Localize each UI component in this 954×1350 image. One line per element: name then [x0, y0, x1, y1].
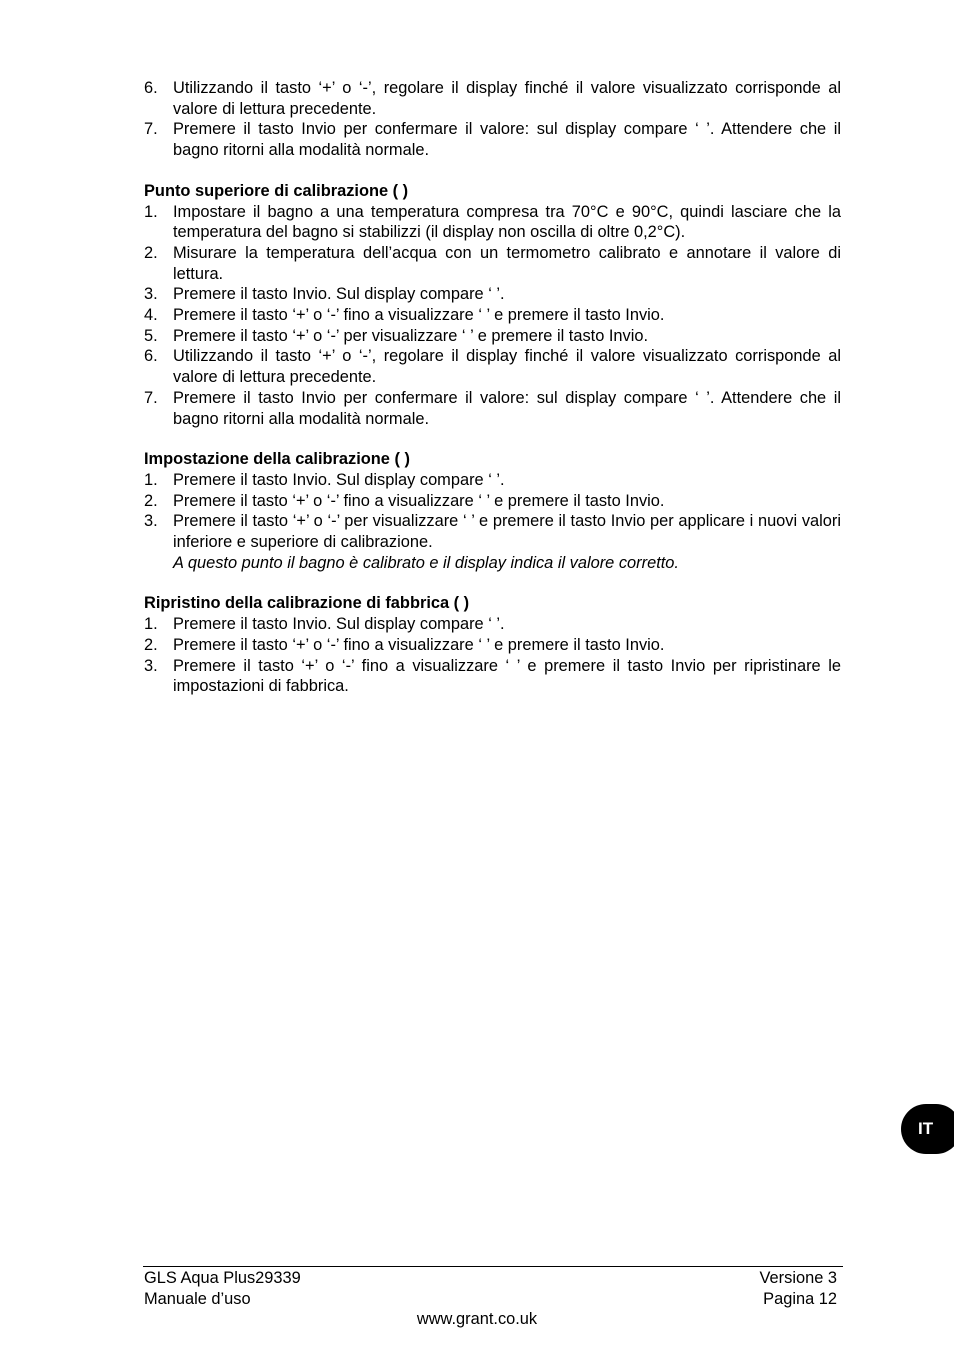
item-text: Premere il tasto ‘+’ o ‘-’ fino a visualizzare ‘ ’ e premere il tasto Invio. [173, 635, 665, 654]
item-text: Premere il tasto ‘+’ o ‘-’ per visualizzare ‘ ’ e premere il tasto Invio. [173, 326, 649, 345]
list-item [144, 553, 841, 574]
list-item [144, 119, 841, 160]
item-text: Impostare il bagno a una temperatura compresa tra 70°C e 90°C, quindi lasciare che la temperatura del bagno si stabilizzi (il display non oscilla di oltre 0,2°C). [173, 202, 841, 242]
item-text: Premere il tasto ‘+’ o ‘-’ fino a visualizzare ‘ ’ e premere il tasto Invio. [173, 491, 665, 510]
footer-divider [143, 1266, 843, 1267]
list-item [144, 305, 841, 326]
language-tab: IT [901, 1104, 954, 1154]
footer-website: www.grant.co.uk [416, 1310, 538, 1328]
item-text: Premere il tasto Invio. Sul display compare ‘ ’. [173, 470, 505, 489]
list-item [144, 243, 841, 284]
list-item [144, 656, 841, 697]
item-text: Premere il tasto ‘+’ o ‘-’ fino a visualizzare ‘ ’ e premere il tasto Invio. [173, 306, 665, 325]
item-text: Premere il tasto Invio. Sul display compare ‘ ’. [173, 615, 505, 634]
list-item [144, 284, 841, 305]
item-number: 3. [144, 656, 158, 675]
item-number: 1. [144, 202, 158, 221]
item-number: 3. [144, 512, 158, 531]
section-note: A questo punto il bagno è calibrato e il display indica il valore corretto. [173, 553, 679, 572]
list-item [144, 78, 841, 119]
section-heading: Ripristino della calibrazione di fabbrica ( ) [144, 594, 470, 613]
list-item [144, 614, 841, 635]
item-number: 1. [144, 470, 158, 489]
item-text: Premere il tasto ‘+’ o ‘-’ per visualizzare ‘ ’ e premere il tasto Invio per applicare i nuovi valori inferiore e superiore di calibrazione. [173, 512, 841, 552]
item-number: 5. [144, 326, 158, 345]
item-text: Premere il tasto Invio per confermare il valore: sul display compare ‘ ’. Attendere che il bagno ritorni alla modalità normale. [173, 120, 841, 160]
document-body [144, 78, 841, 697]
item-text: Misurare la temperatura dell’acqua con un termometro calibrato e annotare il valore di lettura. [173, 243, 841, 283]
item-number: 7. [144, 388, 158, 407]
item-number: 4. [144, 306, 158, 325]
footer-right [760, 1268, 837, 1310]
item-number: 2. [144, 635, 158, 654]
item-number: 6. [144, 347, 158, 366]
manual-title: Manuale d’uso [144, 1290, 251, 1308]
list-item [144, 388, 841, 429]
item-text: Premere il tasto Invio per confermare il valore: sul display compare ‘ ’. Attendere che il bagno ritorni alla modalità normale. [173, 388, 841, 428]
list-item [144, 491, 841, 512]
list-item [144, 346, 841, 387]
list-item [144, 202, 841, 243]
version-label: Versione 3 [759, 1269, 837, 1287]
list-item [144, 470, 841, 491]
footer-left [144, 1268, 301, 1310]
item-number: 7. [144, 120, 158, 139]
product-name: GLS Aqua Plus29339 [144, 1269, 301, 1287]
item-number: 1. [144, 615, 158, 634]
item-text: Premere il tasto Invio. Sul display compare ‘ ’. [173, 285, 505, 304]
item-number: 2. [144, 491, 158, 510]
item-text: Utilizzando il tasto ‘+’ o ‘-’, regolare il display finché il valore visualizzato corrisponde al valore di lettura precedente. [173, 347, 841, 387]
list-item [144, 635, 841, 656]
section-heading: Punto superiore di calibrazione ( ) [144, 181, 409, 200]
item-number: 6. [144, 79, 158, 97]
item-number: 2. [144, 243, 158, 262]
list-item [144, 326, 841, 347]
section-heading: Impostazione della calibrazione ( ) [144, 450, 410, 469]
item-text: Premere il tasto ‘+’ o ‘-’ fino a visualizzare ‘ ’ e premere il tasto Invio per ripristinare le impostazioni di fabbrica. [173, 656, 841, 696]
list-item [144, 511, 841, 552]
page-number: Pagina 12 [763, 1290, 837, 1308]
item-number: 3. [144, 285, 158, 304]
item-text: Utilizzando il tasto ‘+’ o ‘-’, regolare il display finché il valore visualizzato corrisponde al valore di lettura precedente. [173, 79, 841, 118]
